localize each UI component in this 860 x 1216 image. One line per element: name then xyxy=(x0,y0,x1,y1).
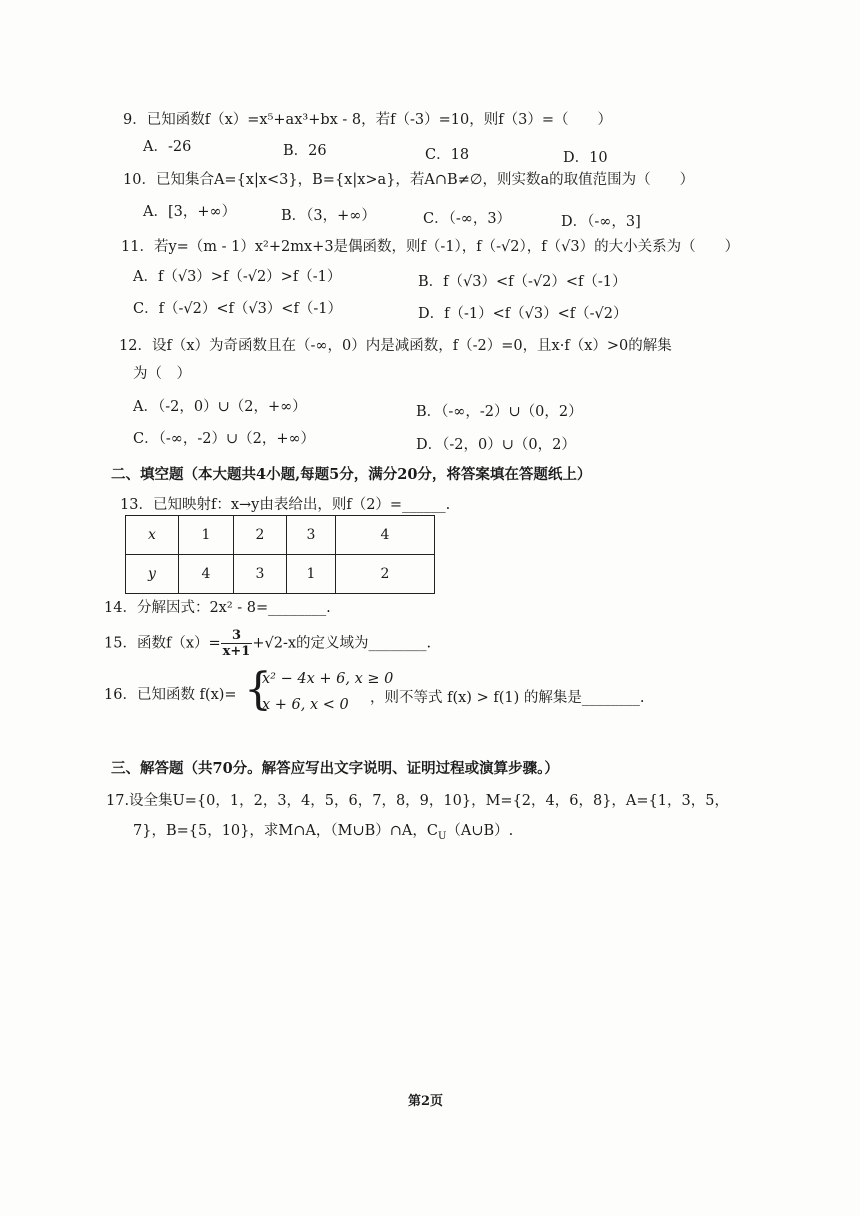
q13-stem: 13．已知映射f：x→y由表给出，则f（2）=______. xyxy=(120,497,451,513)
q12-option-c: C．（-∞，-2）∪（2，+∞） xyxy=(133,431,316,447)
q11-option-c: C．f（-√2）<f（√3）<f（-1） xyxy=(133,301,342,317)
q17-subscript: U xyxy=(437,830,447,842)
table-cell-y-label: y xyxy=(126,555,179,594)
q17-line-2 xyxy=(133,819,513,842)
table-cell: 4 xyxy=(336,516,435,555)
page-number: 第2页 xyxy=(408,1094,444,1109)
q10-option-d: D．（-∞，3] xyxy=(561,214,641,230)
q16-suffix: ，则不等式 f(x) > f(1) 的解集是________. xyxy=(370,690,645,706)
table-cell: 4 xyxy=(179,555,234,594)
q12-stem: 12．设f（x）为奇函数且在（-∞，0）内是减函数，f（-2）=0，且x·f（x）>0的解集 xyxy=(119,338,672,354)
table-cell: 3 xyxy=(234,555,287,594)
q17-line-2-text: 7}，B={5，10}，求M∩A，（M∪B）∩A，C xyxy=(133,823,438,839)
mapping-table xyxy=(125,515,435,594)
table-cell: 3 xyxy=(287,516,336,555)
q10-option-b: B．（3，+∞） xyxy=(281,208,376,224)
q9-option-a: A．-26 xyxy=(143,139,192,155)
q11-option-a: A．f（√3）>f（-√2）>f（-1） xyxy=(133,269,342,285)
section-2-heading: 二、填空题（本大题共4小题,每题5分，满分20分，将答案填在答题纸上） xyxy=(111,466,592,483)
q12-option-d: D．（-2，0）∪（0，2） xyxy=(416,437,576,453)
q12-option-a: A．（-2，0）∪（2，+∞） xyxy=(133,399,307,415)
table-row-y xyxy=(126,555,435,594)
q14-stem: 14．分解因式：2x² - 8=________. xyxy=(104,600,331,616)
section-3-heading: 三、解答题（共70分。解答应写出文字说明、证明过程或演算步骤。） xyxy=(111,760,559,777)
q12-option-b: B．（-∞，-2）∪（0，2） xyxy=(416,404,583,420)
table-row-x xyxy=(126,516,435,555)
q15-prefix: 15．函数f（x）= xyxy=(104,635,221,652)
q15-formula xyxy=(104,628,431,659)
q16-case-2: x + 6, x < 0 xyxy=(262,697,349,713)
q16-case-1: x² − 4x + 6, x ≥ 0 xyxy=(262,671,394,687)
q9-option-c: C．18 xyxy=(425,147,470,163)
q15-suffix: +√2-x的定义域为________. xyxy=(252,635,432,652)
piecewise-brace: { xyxy=(244,664,272,715)
q10-option-a: A．[3，+∞） xyxy=(143,204,237,220)
q11-option-b: B．f（√3）<f（-√2）<f（-1） xyxy=(418,274,627,290)
table-cell: 2 xyxy=(336,555,435,594)
q12-stem-cont: 为（ ） xyxy=(133,366,191,382)
q11-option-d: D．f（-1）<f（√3）<f（-√2） xyxy=(418,306,628,322)
table-cell: 1 xyxy=(179,516,234,555)
q9-option-b: B．26 xyxy=(283,143,327,159)
q10-stem: 10．已知集合A={x|x<3}，B={x|x>a}，若A∩B≠∅，则实数a的取值范围为（ ） xyxy=(123,172,695,188)
q16-prefix: 16．已知函数 f(x)= xyxy=(104,687,237,703)
q17-line-2-end: （A∪B）. xyxy=(446,823,514,839)
q9-option-d: D．10 xyxy=(563,150,608,166)
q17-line-1: 17.设全集U={0，1，2，3，4，5，6，7，8，9，10}，M={2，4，6，8}，A={1，3，5， xyxy=(106,793,729,809)
q15-numerator: 3 xyxy=(221,628,253,644)
table-cell-x-label: x xyxy=(126,516,179,555)
table-cell: 2 xyxy=(234,516,287,555)
q9-stem: 9．已知函数f（x）=x⁵+ax³+bx - 8，若f（-3）=10，则f（3）=（ ） xyxy=(123,112,612,128)
table-cell: 1 xyxy=(287,555,336,594)
q15-denominator: x+1 xyxy=(222,644,251,659)
q11-stem: 11．若y=（m - 1）x²+2mx+3是偶函数，则f（-1），f（-√2），f（√3）的大小关系为（ ） xyxy=(121,239,740,255)
q15-fraction xyxy=(221,628,253,659)
q10-option-c: C．（-∞，3） xyxy=(423,211,512,227)
